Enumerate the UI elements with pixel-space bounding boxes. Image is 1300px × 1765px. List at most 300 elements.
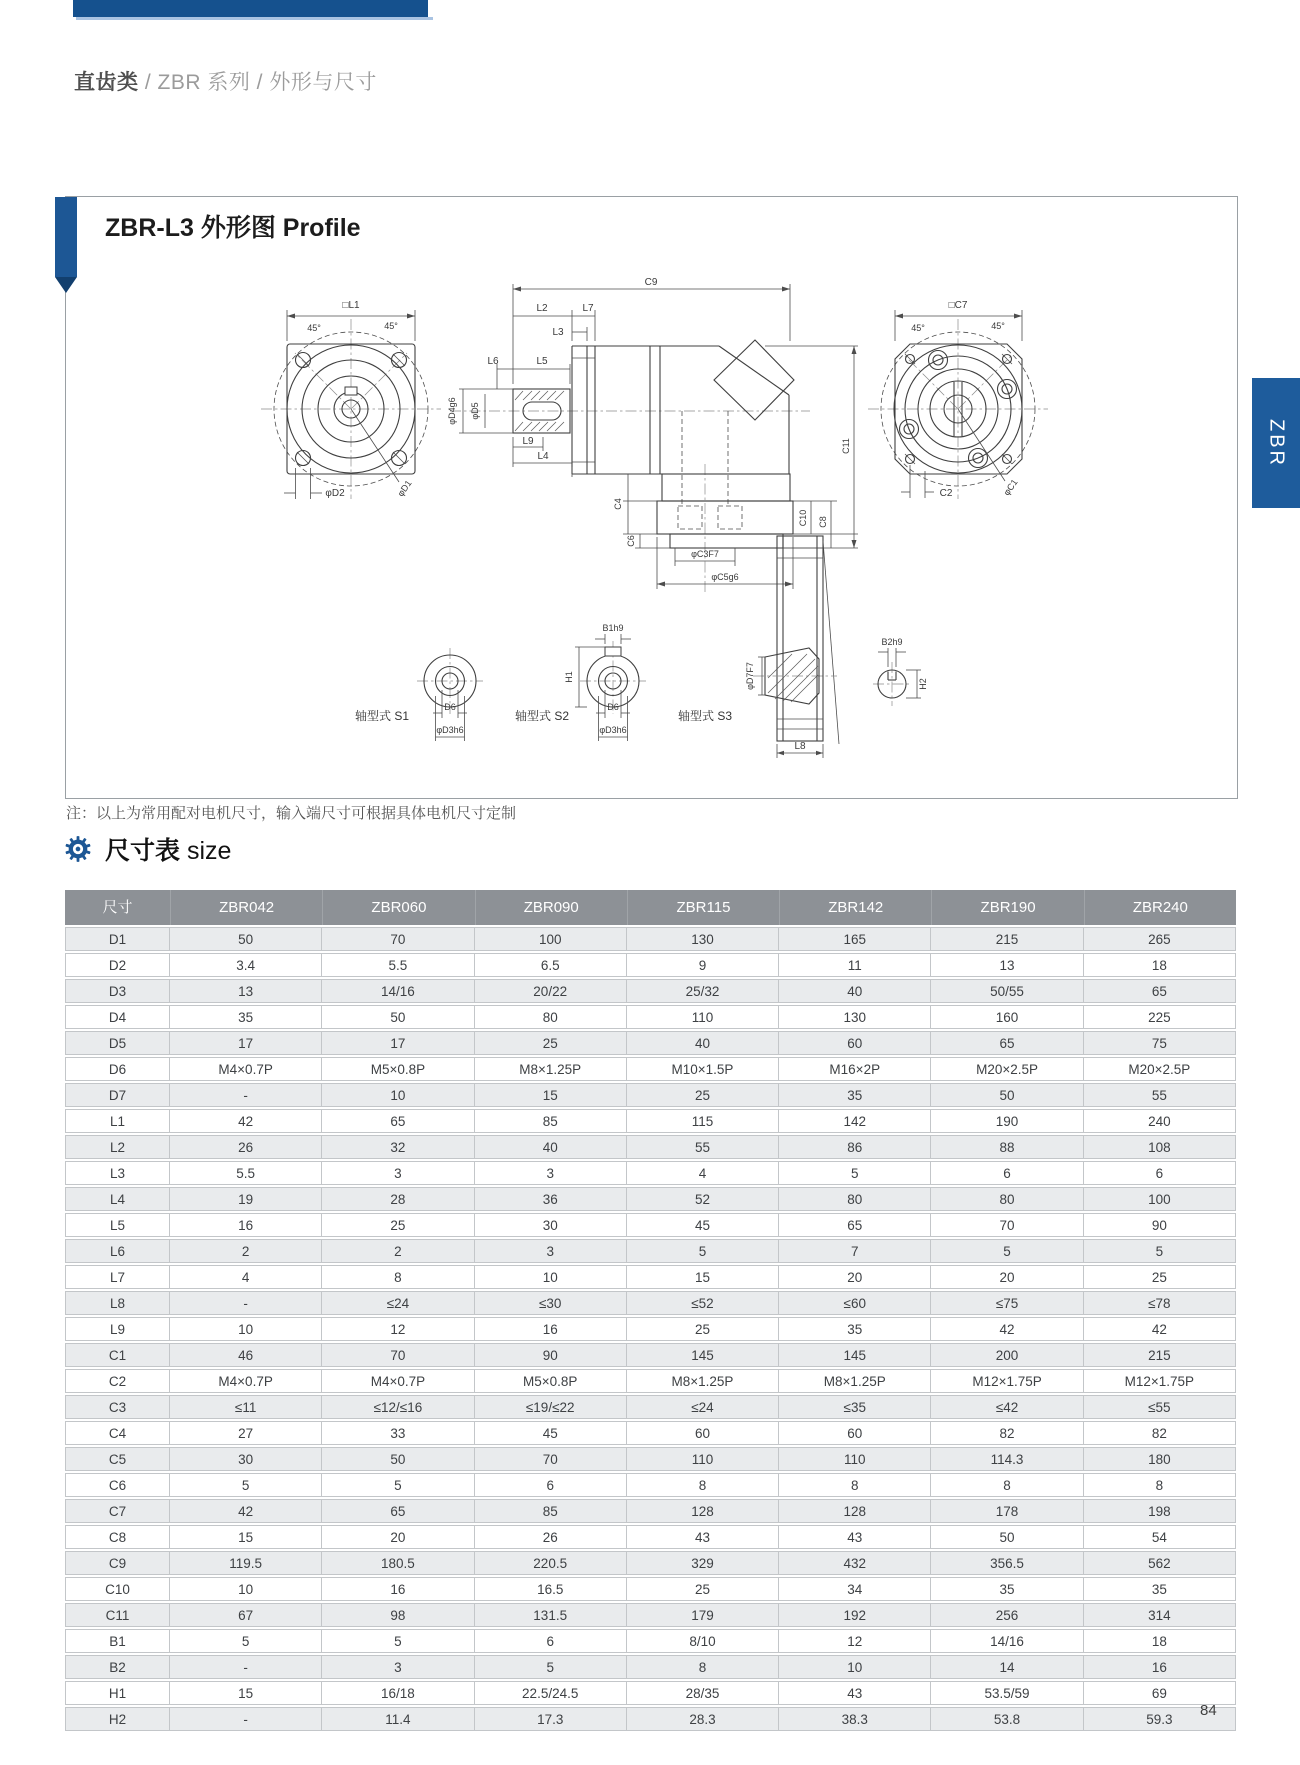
dim-cell: C11 [65,1603,170,1627]
value-cell: ≤19/≤22 [475,1395,627,1419]
breadcrumb-category: 直齿类 [74,71,139,94]
value-cell: 80 [475,1005,627,1029]
value-cell: 2 [322,1239,474,1263]
dim-label-c7: □C7 [948,300,968,311]
value-cell: 40 [627,1031,779,1055]
dim-label-c2: C2 [939,488,953,499]
value-cell: M10×1.5P [627,1057,779,1081]
value-cell: 5.5 [322,953,474,977]
value-cell: 80 [931,1187,1083,1211]
value-cell: 7 [779,1239,931,1263]
value-cell: 8 [322,1265,474,1289]
value-cell: 65 [1084,979,1236,1003]
value-cell: ≤35 [779,1395,931,1419]
dim-label-c9: C9 [644,277,658,288]
value-cell: 43 [627,1525,779,1549]
dim-cell: L5 [65,1213,170,1237]
value-cell: 179 [627,1603,779,1627]
value-cell: 50/55 [931,979,1083,1003]
value-cell: 16 [475,1317,627,1341]
value-cell: 35 [779,1083,931,1107]
value-cell: 130 [627,927,779,951]
value-cell: 19 [170,1187,322,1211]
value-cell: 5 [931,1239,1083,1263]
value-cell: 220.5 [475,1551,627,1575]
breadcrumb [74,66,377,96]
dim-label-d2: φD2 [325,488,345,499]
dim-cell: C9 [65,1551,170,1575]
value-cell: 3 [322,1161,474,1185]
table-row [65,1473,1236,1497]
value-cell: M8×1.25P [627,1369,779,1393]
value-cell: 190 [931,1109,1083,1133]
dim-cell: L7 [65,1265,170,1289]
dim-label-c1: φC1 [1001,477,1020,498]
value-cell: 10 [322,1083,474,1107]
value-cell: 42 [1084,1317,1236,1341]
dim-cell: C3 [65,1395,170,1419]
table-row [65,1291,1236,1315]
value-cell: 9 [627,953,779,977]
dim-cell: D6 [65,1057,170,1081]
value-cell: 5 [779,1161,931,1185]
technical-drawing [65,196,1236,797]
value-cell: 16 [170,1213,322,1237]
value-cell: 28/35 [627,1681,779,1705]
value-cell: 28.3 [627,1707,779,1731]
value-cell: 18 [1084,953,1236,977]
value-cell: 5.5 [170,1161,322,1185]
value-cell: - [170,1655,322,1679]
dim-cell: D3 [65,979,170,1003]
value-cell: 15 [170,1525,322,1549]
size-heading-zh: 尺寸表 [105,837,181,865]
dim-label-h1: H1 [564,671,574,683]
value-cell: 110 [627,1447,779,1471]
value-cell: 14/16 [931,1629,1083,1653]
table-row [65,1057,1236,1081]
value-cell: 11.4 [322,1707,474,1731]
page-number: 84 [1200,1702,1217,1719]
value-cell: M12×1.75P [931,1369,1083,1393]
value-cell: ≤24 [627,1395,779,1419]
profile-title: ZBR-L3 外形图 Profile [105,214,361,242]
value-cell: 10 [779,1655,931,1679]
value-cell: 20 [322,1525,474,1549]
dim-label-d6: D6 [444,702,456,712]
dim-cell: C4 [65,1421,170,1445]
note-text: 注：以上为常用配对电机尺寸，输入端尺寸可根据具体电机尺寸定制 [66,805,517,822]
value-cell: 5 [170,1473,322,1497]
dim-cell: D1 [65,927,170,951]
value-cell: 52 [627,1187,779,1211]
value-cell: 8 [931,1473,1083,1497]
value-cell: ≤24 [322,1291,474,1315]
dim-label-l1: □L1 [342,300,360,311]
value-cell: 16 [1084,1655,1236,1679]
gear-icon [64,835,92,863]
value-cell: M20×2.5P [931,1057,1083,1081]
value-cell: - [170,1083,322,1107]
value-cell: 45 [475,1421,627,1445]
value-cell: M4×0.7P [322,1369,474,1393]
value-cell: 131.5 [475,1603,627,1627]
dim-label-angle-left: 45° [307,323,321,333]
dim-cell: D7 [65,1083,170,1107]
value-cell: 119.5 [170,1551,322,1575]
value-cell: 12 [322,1317,474,1341]
dim-cell: D2 [65,953,170,977]
value-cell: ≤30 [475,1291,627,1315]
value-cell: 40 [475,1135,627,1159]
value-cell: 35 [170,1005,322,1029]
value-cell: 3 [322,1655,474,1679]
value-cell: 329 [627,1551,779,1575]
col-header-model: ZBR115 [627,890,779,925]
dim-cell: D5 [65,1031,170,1055]
value-cell: ≤52 [627,1291,779,1315]
value-cell: 17 [322,1031,474,1055]
value-cell: 70 [931,1213,1083,1237]
value-cell: 11 [779,953,931,977]
table-row [65,1603,1236,1627]
table-row [65,953,1236,977]
table-row [65,1707,1236,1731]
value-cell: 15 [627,1265,779,1289]
value-cell: 6 [931,1161,1083,1185]
value-cell: 128 [627,1499,779,1523]
value-cell: 265 [1084,927,1236,951]
value-cell: 20 [931,1265,1083,1289]
value-cell: M16×2P [779,1057,931,1081]
value-cell: 42 [931,1317,1083,1341]
table-row [65,1005,1236,1029]
value-cell: 70 [322,1343,474,1367]
value-cell: M8×1.25P [475,1057,627,1081]
dim-cell: C1 [65,1343,170,1367]
value-cell: 6 [475,1473,627,1497]
value-cell: 8 [1084,1473,1236,1497]
value-cell: 180 [1084,1447,1236,1471]
value-cell: 30 [475,1213,627,1237]
value-cell: 5 [322,1473,474,1497]
value-cell: 5 [322,1629,474,1653]
value-cell: 40 [779,979,931,1003]
value-cell: 100 [1084,1187,1236,1211]
value-cell: 85 [475,1499,627,1523]
value-cell: 8 [627,1473,779,1497]
value-cell: 50 [322,1005,474,1029]
value-cell: 13 [931,953,1083,977]
table-row [65,927,1236,951]
value-cell: 67 [170,1603,322,1627]
dim-cell: C5 [65,1447,170,1471]
dim-label-c8: C8 [818,516,828,528]
table-row [65,979,1236,1003]
table-row [65,1629,1236,1653]
value-cell: 5 [1084,1239,1236,1263]
value-cell: 215 [1084,1343,1236,1367]
value-cell: M4×0.7P [170,1369,322,1393]
table-row [65,1447,1236,1471]
dim-label-d3: φD3h6 [436,725,464,735]
value-cell: - [170,1291,322,1315]
value-cell: ≤78 [1084,1291,1236,1315]
value-cell: 14/16 [322,979,474,1003]
col-header-model: ZBR090 [475,890,627,925]
value-cell: 82 [1084,1421,1236,1445]
header-row [65,890,1236,925]
value-cell: 35 [931,1577,1083,1601]
dim-cell: L8 [65,1291,170,1315]
value-cell: 15 [475,1083,627,1107]
value-cell: 130 [779,1005,931,1029]
value-cell: 69 [1084,1681,1236,1705]
dim-label-angle-right: 45° [991,321,1005,331]
value-cell: 100 [475,927,627,951]
rear-view [868,300,1048,499]
value-cell: 25 [627,1083,779,1107]
dim-cell: D4 [65,1005,170,1029]
table-row [65,1343,1236,1367]
value-cell: 42 [170,1499,322,1523]
dim-label-l5: L5 [536,356,548,367]
value-cell: 3.4 [170,953,322,977]
top-accent-bar [73,0,428,17]
dim-cell: H2 [65,1707,170,1731]
shaft-type-s1 [355,648,483,741]
table-row [65,1213,1236,1237]
value-cell: 3 [475,1239,627,1263]
value-cell: 6 [1084,1161,1236,1185]
dim-label-l7: L7 [582,303,594,314]
dim-cell: C2 [65,1369,170,1393]
dim-cell: H1 [65,1681,170,1705]
size-heading [64,831,231,867]
zbr-side-tab: ZBR [1252,378,1300,508]
value-cell: 46 [170,1343,322,1367]
dim-label-l8: L8 [794,741,806,752]
dim-cell: C7 [65,1499,170,1523]
dim-label-d7: φD7F7 [745,662,755,690]
value-cell: 25/32 [627,979,779,1003]
value-cell: 114.3 [931,1447,1083,1471]
dim-label-d1: φD1 [395,478,414,499]
value-cell: 5 [627,1239,779,1263]
value-cell: 10 [475,1265,627,1289]
value-cell: 43 [779,1525,931,1549]
dim-cell: C8 [65,1525,170,1549]
table-row [65,1655,1236,1679]
front-view [261,300,441,499]
table-row [65,1317,1236,1341]
dim-label-angle-left: 45° [911,323,925,333]
shaft-type-s2 [515,623,646,741]
value-cell: 8 [627,1655,779,1679]
value-cell: 54 [1084,1525,1236,1549]
table-row [65,1161,1236,1185]
size-heading-text [105,831,231,867]
value-cell: 108 [1084,1135,1236,1159]
dim-label-d6: D6 [607,702,619,712]
table-row [65,1421,1236,1445]
value-cell: 165 [779,927,931,951]
shaft-type-s3-label: 轴型式 S3 [678,709,733,723]
value-cell: 240 [1084,1109,1236,1133]
shaft-type-s2-label: 轴型式 S2 [515,709,570,723]
value-cell: 25 [627,1577,779,1601]
value-cell: 5 [170,1629,322,1653]
value-cell: 80 [779,1187,931,1211]
value-cell: 142 [779,1109,931,1133]
value-cell: 90 [1084,1213,1236,1237]
dim-label-d4: φD4g6 [447,397,457,425]
value-cell: 53.5/59 [931,1681,1083,1705]
value-cell: 42 [170,1109,322,1133]
value-cell: 60 [779,1421,931,1445]
dim-cell: L6 [65,1239,170,1263]
value-cell: 256 [931,1603,1083,1627]
col-header-model: ZBR142 [779,890,931,925]
dim-cell: B1 [65,1629,170,1653]
value-cell: 70 [322,927,474,951]
table-row [65,1265,1236,1289]
dim-label-angle-right: 45° [384,321,398,331]
dim-label-c10: C10 [798,509,808,527]
value-cell: 17.3 [475,1707,627,1731]
value-cell: ≤12/≤16 [322,1395,474,1419]
value-cell: 25 [627,1317,779,1341]
value-cell: 3 [475,1161,627,1185]
dim-label-c3: φC3F7 [691,549,719,559]
value-cell: 192 [779,1603,931,1627]
value-cell: 35 [779,1317,931,1341]
size-table-head [65,890,1236,925]
value-cell: 432 [779,1551,931,1575]
table-row [65,1499,1236,1523]
dim-label-d3: φD3h6 [599,725,627,735]
table-row [65,1551,1236,1575]
value-cell: ≤55 [1084,1395,1236,1419]
value-cell: 562 [1084,1551,1236,1575]
value-cell: 215 [931,927,1083,951]
value-cell: 33 [322,1421,474,1445]
value-cell: 2 [170,1239,322,1263]
value-cell: 82 [931,1421,1083,1445]
value-cell: 59.3 [1084,1707,1236,1731]
value-cell: 90 [475,1343,627,1367]
dim-label-l2: L2 [536,303,548,314]
dim-cell: L3 [65,1161,170,1185]
value-cell: 115 [627,1109,779,1133]
value-cell: 60 [627,1421,779,1445]
dim-label-l9: L9 [522,436,534,447]
value-cell: 38.3 [779,1707,931,1731]
table-row [65,1525,1236,1549]
value-cell: 34 [779,1577,931,1601]
value-cell: 65 [779,1213,931,1237]
value-cell: 15 [170,1681,322,1705]
col-header-dim: 尺寸 [65,890,170,925]
value-cell: 25 [1084,1265,1236,1289]
value-cell: 16 [322,1577,474,1601]
value-cell: 50 [170,927,322,951]
value-cell: 98 [322,1603,474,1627]
dim-cell: L2 [65,1135,170,1159]
size-table-body [65,927,1236,1731]
value-cell: 70 [475,1447,627,1471]
side-view [447,277,858,594]
value-cell: M8×1.25P [779,1369,931,1393]
table-row [65,1369,1236,1393]
size-heading-en: size [180,837,232,865]
value-cell: 6.5 [475,953,627,977]
value-cell: 75 [1084,1031,1236,1055]
value-cell: 65 [931,1031,1083,1055]
value-cell: ≤75 [931,1291,1083,1315]
value-cell: 32 [322,1135,474,1159]
shaft-type-s3 [678,536,839,758]
value-cell: 60 [779,1031,931,1055]
value-cell: 26 [475,1525,627,1549]
dim-cell: C6 [65,1473,170,1497]
dim-label-b2: B2h9 [881,637,903,647]
dim-label-l3: L3 [552,327,564,338]
shaft-b2-detail [873,637,928,706]
value-cell: 22.5/24.5 [475,1681,627,1705]
dim-label-c11: C11 [841,438,851,454]
dim-label-d5: φD5 [470,402,480,420]
value-cell: 28 [322,1187,474,1211]
value-cell: ≤11 [170,1395,322,1419]
top-accent-underline [76,17,433,20]
value-cell: 198 [1084,1499,1236,1523]
table-row [65,1109,1236,1133]
dim-label-c6: C6 [626,535,636,547]
dim-cell: B2 [65,1655,170,1679]
value-cell: 160 [931,1005,1083,1029]
value-cell: M5×0.8P [475,1369,627,1393]
value-cell: 50 [322,1447,474,1471]
value-cell: 20/22 [475,979,627,1003]
value-cell: ≤42 [931,1395,1083,1419]
value-cell: 45 [627,1213,779,1237]
value-cell: 200 [931,1343,1083,1367]
value-cell: 6 [475,1629,627,1653]
dim-label-l6: L6 [487,356,499,367]
breadcrumb-rest: / ZBR 系列 / 外形与尺寸 [138,71,377,94]
value-cell: 85 [475,1109,627,1133]
value-cell: 13 [170,979,322,1003]
value-cell: ≤60 [779,1291,931,1315]
value-cell: 50 [931,1525,1083,1549]
value-cell: 180.5 [322,1551,474,1575]
value-cell: 178 [931,1499,1083,1523]
value-cell: 55 [1084,1083,1236,1107]
value-cell: 225 [1084,1005,1236,1029]
value-cell: 50 [931,1083,1083,1107]
value-cell: 36 [475,1187,627,1211]
dim-label-l4: L4 [537,451,549,462]
value-cell: 43 [779,1681,931,1705]
value-cell: M12×1.75P [1084,1369,1236,1393]
value-cell: 65 [322,1499,474,1523]
dim-cell: L9 [65,1317,170,1341]
value-cell: 4 [170,1265,322,1289]
dim-label-c5: φC5g6 [711,572,739,582]
col-header-model: ZBR190 [931,890,1083,925]
value-cell: 110 [627,1005,779,1029]
